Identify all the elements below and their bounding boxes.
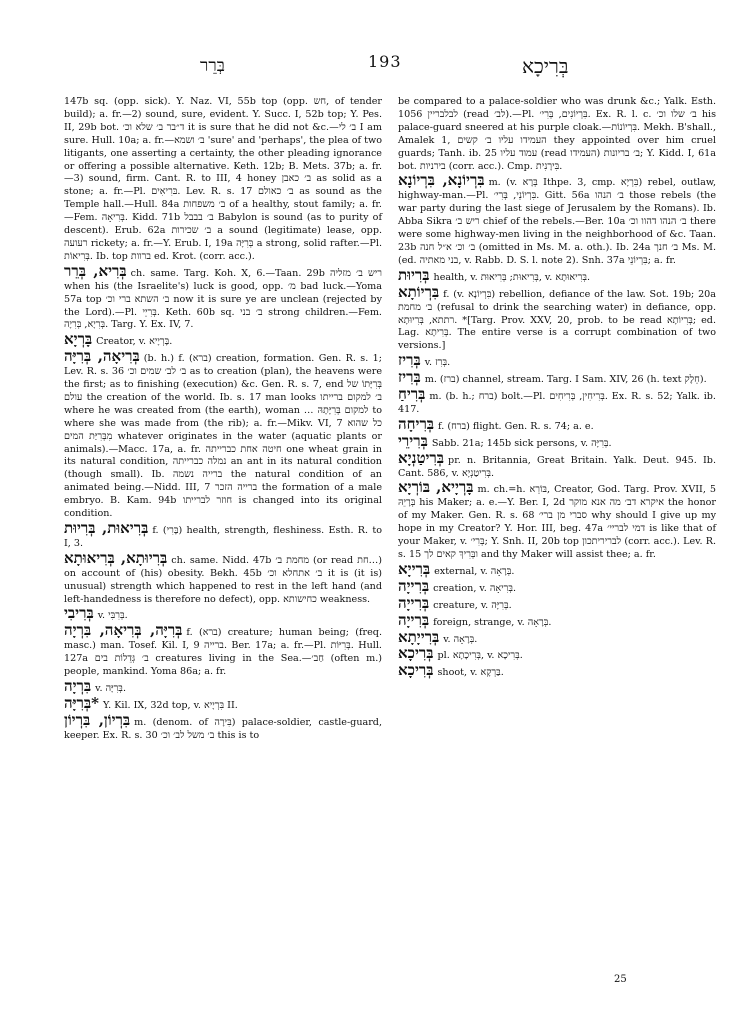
entry-headword: בְּרִיא, בְּרֵר — [64, 261, 127, 280]
dictionary-entry — [64, 710, 382, 743]
entry-definition: creature, v. בְּרִיָּה. — [433, 599, 512, 611]
entry-definition: ch. same. Targ. Koh. X, 6.—Taan. 29b ריש ב׳ מזליה when his (the Israelite's) luck is good, opp. מ׳ bad luck.—Yoma 57a top ב׳ השתא ברי וכ׳ now it is sure ye are unclean (rejected by the Lord).—Pl. בְּרִיֵי. Keth. 60b sq. ב׳ בני strong children.—Fem. בְּרִיָא, בְּרִיָה. Targ. Y. Ex. IV, 7. — [64, 267, 383, 331]
entry-headword: בְּרִיוּת — [398, 265, 430, 284]
entry-definition: m. (v. בְּרָא Ithpe. 3, cmp. בִּרְיָא) rebel, outlaw, highway-man.—Pl. בִּרְיוֹנֵי, בְּרִי׳. Gitt. 56a ב׳ הנהו those rebels (the war party during the last siege of Jerusalem by the Romans). Ib. Abba Sikra ריש ב׳ chief of the rebels.—Ber. 10a ב׳ הנהו דהוו וכ׳ there were some highway-men living in the neighborhood of &c. Taan. 23b ב׳ וכ׳ א״ל חנה (omitted in Ms. M. a. oth.). Ib. 24a ב׳ חנך Ms. M. (ed. בני מאתיה, v. Rabb. D. S. l. note 2). Snh. 37a בִּרְיוֹנֵי; a. fr. — [398, 177, 717, 266]
dictionary-entry — [398, 627, 716, 647]
header-left-catchword: בְּרֵר — [200, 56, 225, 76]
dictionary-entry — [398, 282, 717, 354]
entry-definition: external, v. בְּרָאָה. — [434, 565, 515, 577]
page-number: 193 — [368, 52, 402, 71]
entry-headword: בְּרִיז — [398, 351, 421, 370]
entry-definition: shoot, v. בַּרְקָא. — [437, 667, 504, 679]
dictionary-entry — [64, 96, 382, 264]
entry-definition: f. (בָּרִי) health, strength, fleshiness. Esth. R. to I, 3. — [64, 525, 382, 549]
entry-headword: בְּרִיטַנְיָא — [398, 448, 445, 467]
entry-definition: pr. n. Britannia, Great Britain. Yalk. Deut. 945. Ib. Cant. 586, v. בְּרִיטַנְיָא. — [398, 454, 716, 479]
entry-definition: v. בְּרִבִּי. — [97, 610, 128, 622]
entry-headword: בְּרִיכָא — [398, 644, 434, 663]
entry-definition: Creator, v. בָּרְיָיא. — [96, 336, 173, 348]
entry-definition: pl. בְּרִיכָתָא, v. בְּרִיכָא. — [437, 650, 523, 662]
entry-definition: m. (b. h.; ברח) bolt.—Pl. בְּרִיחִין, בְּרִיחִים. Ex. R. s. 52; Yalk. ib. 417. — [398, 391, 716, 415]
dictionary-entry — [398, 448, 716, 481]
entry-definition: f. (v. בִּרְיוֹנָא) rebellion, defiance of the law. Sot. 19b; 20a ב׳ מחמת (refusal to drink the searching water) in defiance, opp. רתתא, בְּרִיוּתָא. *[Targ. Prov. XXV, 20, prob. to be read בְּרִיוֹתָא; ed. Lag. בְּרִיתָא. The entire verse is a corrupt combination of two versions.] — [398, 288, 717, 352]
entry-definition: v. בְּרִיָּה. — [95, 682, 126, 694]
entry-headword: בְּרִייָה — [398, 576, 430, 595]
dictionary-entry — [398, 610, 716, 630]
entry-headword: בְּרִיבִי — [64, 604, 94, 623]
entry-definition: m. (denom. of בִּירָה) palace-soldier, castle-guard, keeper. Ex. R. s. 30 ב׳ משל לב׳ וכ׳ this is to — [64, 716, 382, 741]
entry-definition: (b. h.) f. (ברא) creation, formation. Gen. R. s. 1; Lev. R. s. 36 ב׳ לב׳ שמים וכ׳ as to creation (plan), the heavens were the first; as to finishing (execution) &c. Gen. R. s. 7, end בְּרִיָּתוֹ של עולם the creation of the world. Ib. s. 17 man looks ב׳ למקום ברייתו where he was created from (the earth), woman … למקום בְּרִיָּתָהּ to where she was made from (the rib); a. fr.—Mikv. VI, 7 כל שהוא מִבְּרִיַּת המים whatever originates in the water (aquatic plants or animals).—Macc. 17a, a. fr. חיטה אחת כברייתה one wheat grain in its natural condition, נמלה כברייתה an ant in its natural condition (though small). Ib. ברייה נשמה the natural condition of an animated being.—Nidd. III, 7 ברייה הזכר the formation of a male embryo. B. Kam. 94b חוזר לברייתו is changed into its original condition. — [64, 353, 383, 520]
entry-definition: health, v. בְּרִיאוּת; בְּרִיאוּת, v. בְּרִיאוּתָא. — [433, 271, 591, 283]
entry-definition: ch. same. Nidd. 47b מחמת ב׳ (or read חת…) on account of (his) obesity. Bekh. 45b ב׳ אתחלא וכ׳ it is (it is) unusual) strength which happened to rest in the left hand (and left-handedness is therefore no defect), opp. כחישותא weakness. — [64, 554, 382, 605]
dictionary-entry — [398, 478, 717, 561]
right-column — [398, 96, 716, 681]
entry-definition: creation, v. בְּרִיאָה. — [433, 582, 517, 594]
entry-definition: v. בְּרָאָה. — [443, 633, 478, 645]
entry-headword: בְּרִייָא — [398, 559, 431, 578]
entry-definition: foreign, strange, v. בְּרָאָה. — [433, 616, 552, 628]
dictionary-entry — [398, 265, 716, 285]
entry-definition: m. ch.=h. בּוֹרֵא, Creator, God. Targ. Prov. XVII, 5 בְּרָיֵהּ his Maker; a. e.—Y. Ber. I, 2d איקרא דב׳ מה אנא מוקר the honor of my Maker. Gen. R. s. 68 סברי מן ברי׳ why should I give up my hope in my Creator? Y. Hor. III, beg. 47a דמי לבריי׳ is like that of your Maker, v. בְּרִי׳; Y. Snh. II, 20b top לבריריתכון (corr. acc.). Lev. R. s. 15 ובְּרִיךְ קאים לך and thy Maker will assist thee; a. fr. — [398, 484, 717, 560]
dictionary-entry — [398, 644, 716, 663]
dictionary-entry — [398, 559, 716, 579]
dictionary-entry — [64, 621, 382, 679]
entry-headword: בְּרִייָה — [398, 610, 430, 629]
entry-definition: 147b sq. (opp. sick). Y. Naz. VI, 55b top (opp. חש, of tender build); a. fr.—2) sound, sure, evident. Y. Succ. I, 52b top; Y. Pes. II, 29b bot. ד״בר ב׳ שלא וכ׳ it is sure that he did not &c.—ב׳ לי I am sure. Hull. 10a; a. fr.—ב׳ ושמא 'sure' and 'perhaps', the plea of two litigants, one asserting a certainty, the other pleading ignorance or offering a possible alternative. Keth. 12b; B. Mets. 37b; a. fr.—3) sound, firm. Cant. R. to III, 4 honey ב׳ כאבן as solid as a stone; a. fr.—Pl. בּרִיאִים. Lev. R. s. 17 ב׳ כאולם as sound as the Temple hall.—Hull. 84a ב׳ משפחות of a healthy, stout family; a. fr.—Fem. בְּרִיאָה. Kidd. 71b ב׳ בבבל Babylon is sound (as to purity of descent). Erub. 62a ב׳ שכירות a sound (legitimate) lease, opp. רעועה rickety; a. fr.—Y. Erub. I, 19a בְּרִיָּה a strong, solid rafter.—Pl. בְּרִיאוֹת. Ib. top ברוות ed. Krot. (corr. acc.). — [64, 96, 383, 262]
dictionary-entry — [64, 548, 382, 607]
dictionary-entry — [398, 593, 716, 613]
entry-definition: Y. Kil. IX, 32d top, v. בִּרְיָיא II. — [103, 699, 238, 711]
dictionary-entry — [398, 368, 716, 387]
entry-headword: בִּרְיוֹן, בִּרְיוֹן — [64, 710, 131, 729]
header-right-catchword: בְּרִיכָא — [522, 54, 569, 78]
entry-headword: *בְּרִיָּה — [64, 693, 100, 712]
dictionary-entry — [64, 519, 382, 551]
dictionary-entry — [398, 576, 716, 596]
dictionary-entry — [398, 96, 716, 173]
entry-definition: v. בְּרִז. — [424, 357, 451, 369]
entry-headword: בְּרִיָּה, בְּרִיאָה, בִּרְיָה — [64, 621, 183, 640]
dictionary-entry — [398, 661, 716, 680]
entry-headword: בְּרִייָתָא — [398, 627, 440, 646]
dictionary-entry — [64, 261, 383, 333]
entry-headword: בְּרִיכָא — [398, 661, 434, 680]
signature-mark: 25 — [614, 974, 627, 985]
entry-headword: בְּרִיז — [398, 368, 421, 387]
dictionary-entry — [398, 171, 717, 267]
entry-headword: בְּרִיאוּת, בְּרִיוּת — [64, 519, 149, 537]
entry-headword: בָּרְיָא — [64, 330, 93, 349]
entry-headword: בְּרִייָה — [398, 593, 430, 612]
dictionary-entry — [64, 347, 383, 521]
entry-definition: be compared to a palace-soldier who was drunk &c.; Yalk. Esth. 1056 לבלבריין (read לב׳).—Pl. בִּרְיוֹנִים, בְּרִי׳. Ex. R. l. c. ב׳ שלו וכ׳ his palace-guard sneered at his purple cloak.—בִּרְיוֹנוֹת. Mekh. B'shall., Amalek 1, העמידו עליו ב׳ קשים they appointed over him cruel guards; Tanh. ib. 25 עמוד עליו (read העמידו) ב׳ בריונות; Y. Kidd. I, 61a bot. בירניות (corr. acc.). Cmp. בִּירָנִית. — [398, 96, 717, 172]
entry-headword: בְּרִיאָה, בְּרִיָּה — [64, 347, 140, 366]
page-header — [0, 48, 750, 78]
entry-definition: f. (ברח) flight. Gen. R. s. 74; a. e. — [438, 420, 594, 432]
entry-headword: בָּרְיָיא, בּוֹרְיָא — [398, 478, 474, 497]
dictionary-entry — [64, 676, 382, 696]
entry-definition: m. (ברז) channel, stream. Targ. I Sam. XIV, 26 (h. text חֵלֶק). — [424, 374, 707, 386]
entry-headword: בִּרְיָה — [64, 676, 92, 695]
dictionary-entry — [398, 385, 716, 417]
entry-headword: בִּרְיוֹנָא, בִּרְיוֹנָא — [398, 171, 485, 190]
entry-headword: בְּרִיוּתָא, בְּרִיאוּתָא — [64, 548, 168, 567]
entry-headword: בְּרִיחָה — [398, 414, 435, 433]
dictionary-entry — [398, 351, 716, 370]
left-column — [64, 96, 382, 744]
dictionary-entry — [398, 431, 716, 451]
dictionary-entry — [398, 414, 716, 434]
entry-headword: בְּרִיחַ — [398, 385, 426, 404]
entry-definition: Sabb. 21a; 145b sick persons, v. בְּרִיָּה. — [431, 437, 612, 449]
entry-definition: f. (ברא) creature; human being; (freq. masc.) man. Tosef. Kil. I, 9 ברייה. Ber. 17a; a. fr.—Pl. בְּרִיּוֹת. Hull. 127a ב׳ גְּדֵלוֹת בים creatures living in the Sea.—חַב׳ (often m.) people, mankind. Yoma 86a; a. fr. — [64, 627, 382, 678]
entry-headword: בְּרִירֵי — [398, 431, 428, 450]
entry-headword: בִּרְיוֹתָא — [398, 282, 440, 301]
